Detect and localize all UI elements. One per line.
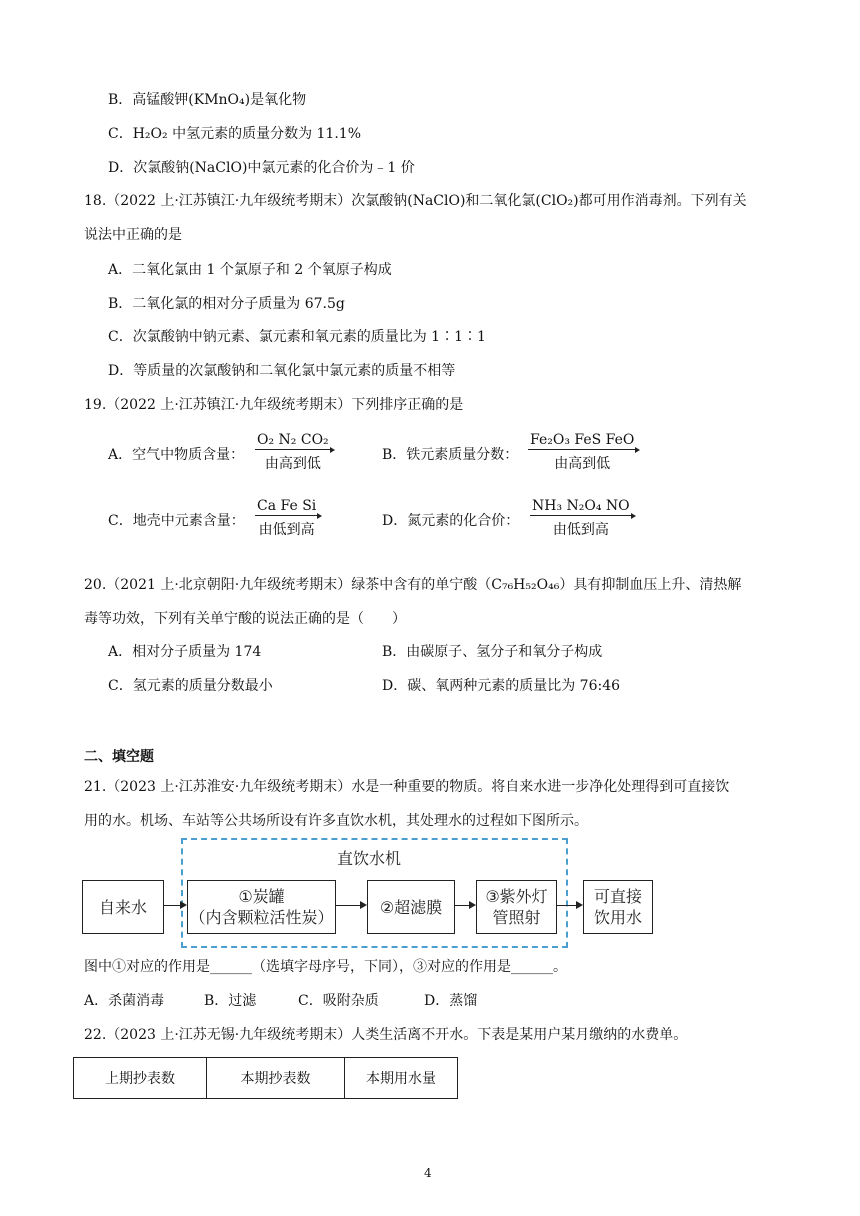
- water-bill-table: [73, 1057, 458, 1099]
- q19-option-c-sequence: [255, 498, 318, 539]
- q19-option-d-sequence: [530, 498, 632, 539]
- flow-arrow-2: [335, 905, 365, 906]
- q22-stem: 22.（2023 上·江苏无锡·九年级统考期末）人类生活离不开水。下表是某用户某月缴纳的水费单。: [84, 1027, 688, 1043]
- q19-option-c-label: C．地壳中元素含量：: [108, 513, 245, 529]
- flow-arrow-1: [163, 905, 185, 906]
- header-previous-reading: 上期抄表数: [74, 1058, 207, 1099]
- q17-option-c: C．H₂O₂ 中氢元素的质量分数为 11.1%: [108, 126, 361, 142]
- q21-fill-blank: 图中①对应的作用是______（选填字母序号，下同），③对应的作用是______。: [84, 959, 567, 975]
- header-current-reading: 本期抄表数: [207, 1058, 345, 1099]
- q19-option-b-label: B．铁元素质量分数：: [382, 447, 519, 463]
- tap-water-box: [82, 880, 164, 934]
- q21-option-b: B．过滤: [204, 993, 257, 1009]
- flow-arrow-4: [556, 905, 581, 906]
- page-number: 4: [424, 1166, 432, 1180]
- q19-option-b-direction: 由高到低: [554, 456, 611, 472]
- purifier-group-title: 直饮水机: [337, 849, 402, 868]
- q21-option-c: C．吸附杂质: [298, 993, 379, 1009]
- q19-stem: 19.（2022 上·江苏镇江·九年级统考期末）下列排序正确的是: [84, 397, 464, 413]
- section-heading: 二、填空题: [84, 749, 154, 765]
- q21-option-a: A．杀菌消毒: [84, 993, 165, 1009]
- q20-option-b: B．由碳原子、氢分子和氧分子构成: [382, 644, 603, 660]
- q19-option-b-order: Fe₂O₃ FeS FeO: [530, 432, 635, 448]
- q18-stem-line1: 18.（2022 上·江苏镇江·九年级统考期末）次氯酸钠(NaClO)和二氧化氯(ClO₂)都可用作消毒剂。下列有关: [84, 193, 747, 209]
- carbon-tank-box: [187, 880, 336, 934]
- q20-option-a: A．相对分子质量为 174: [108, 644, 262, 660]
- q18-option-a: A．二氧化氯由 1 个氯原子和 2 个氧原子构成: [108, 262, 392, 278]
- q19-option-c-order: Ca Fe Si: [257, 498, 317, 514]
- q18-stem-line2: 说法中正确的是: [84, 227, 182, 243]
- drinkable-water-label-1: 可直接: [593, 887, 642, 906]
- q20-stem-line1: 20.（2021 上·北京朝阳·九年级统考期末）绿茶中含有的单宁酸（C₇₆H₅₂O₄₆）具有抑制血压上升、清热解: [84, 577, 742, 593]
- q17-option-d: D．次氯酸钠(NaClO)中氯元素的化合价为﹣1 价: [108, 160, 415, 176]
- q20-option-c: C．氢元素的质量分数最小: [108, 678, 273, 694]
- q21-stem-line1: 21.（2023 上·江苏淮安·九年级统考期末）水是一种重要的物质。将自来水进一步净化处理得到可直接饮: [84, 779, 730, 795]
- q19-option-b-sequence: [528, 432, 636, 473]
- ultrafiltration-label: ②超滤膜: [379, 897, 443, 917]
- header-water-usage: 本期用水量: [345, 1058, 458, 1099]
- q18-option-b: B．二氧化氯的相对分子质量为 67.5g: [108, 296, 345, 312]
- uv-lamp-note: 管照射: [492, 908, 541, 927]
- q18-option-c: C．次氯酸钠中钠元素、氯元素和氧元素的质量比为 1∶1∶1: [108, 329, 486, 345]
- carbon-tank-label: ①炭罐: [238, 887, 285, 906]
- table-header-row: [74, 1058, 458, 1099]
- ultrafiltration-box: [367, 880, 455, 934]
- drinkable-water-box: [583, 880, 653, 934]
- uv-lamp-label: ③紫外灯: [485, 887, 548, 906]
- q18-option-d: D．等质量的次氯酸钠和二氧化氯中氯元素的质量不相等: [108, 363, 456, 379]
- q19-option-c-direction: 由低到高: [258, 522, 315, 538]
- q17-option-b: B．高锰酸钾(KMnO₄)是氧化物: [108, 92, 307, 108]
- q19-option-d-direction: 由低到高: [552, 522, 609, 538]
- q20-stem-line2: 毒等功效，下列有关单宁酸的说法正确的是（ ）: [84, 611, 406, 627]
- carbon-tank-note: （内含颗粒活性炭）: [189, 908, 334, 927]
- q20-option-d: D．碳、氧两种元素的质量比为 76:46: [382, 678, 621, 694]
- q19-option-a-direction: 由高到低: [264, 456, 321, 472]
- q19-option-d-label: D．氮元素的化合价：: [382, 513, 520, 529]
- q21-stem-line2: 用的水。机场、车站等公共场所设有许多直饮水机，其处理水的过程如下图所示。: [84, 813, 588, 829]
- q19-option-a-label: A．空气中物质含量：: [108, 447, 245, 463]
- q19-option-a-sequence: [255, 432, 331, 473]
- q21-option-d: D．蒸馏: [424, 993, 478, 1009]
- uv-lamp-box: [476, 880, 557, 934]
- drinkable-water-label-2: 饮用水: [593, 908, 642, 927]
- flow-arrow-3: [454, 905, 474, 906]
- tap-water-label: 自来水: [98, 897, 147, 917]
- q19-option-d-order: NH₃ N₂O₄ NO: [532, 498, 630, 514]
- q19-option-a-order: O₂ N₂ CO₂: [257, 432, 329, 448]
